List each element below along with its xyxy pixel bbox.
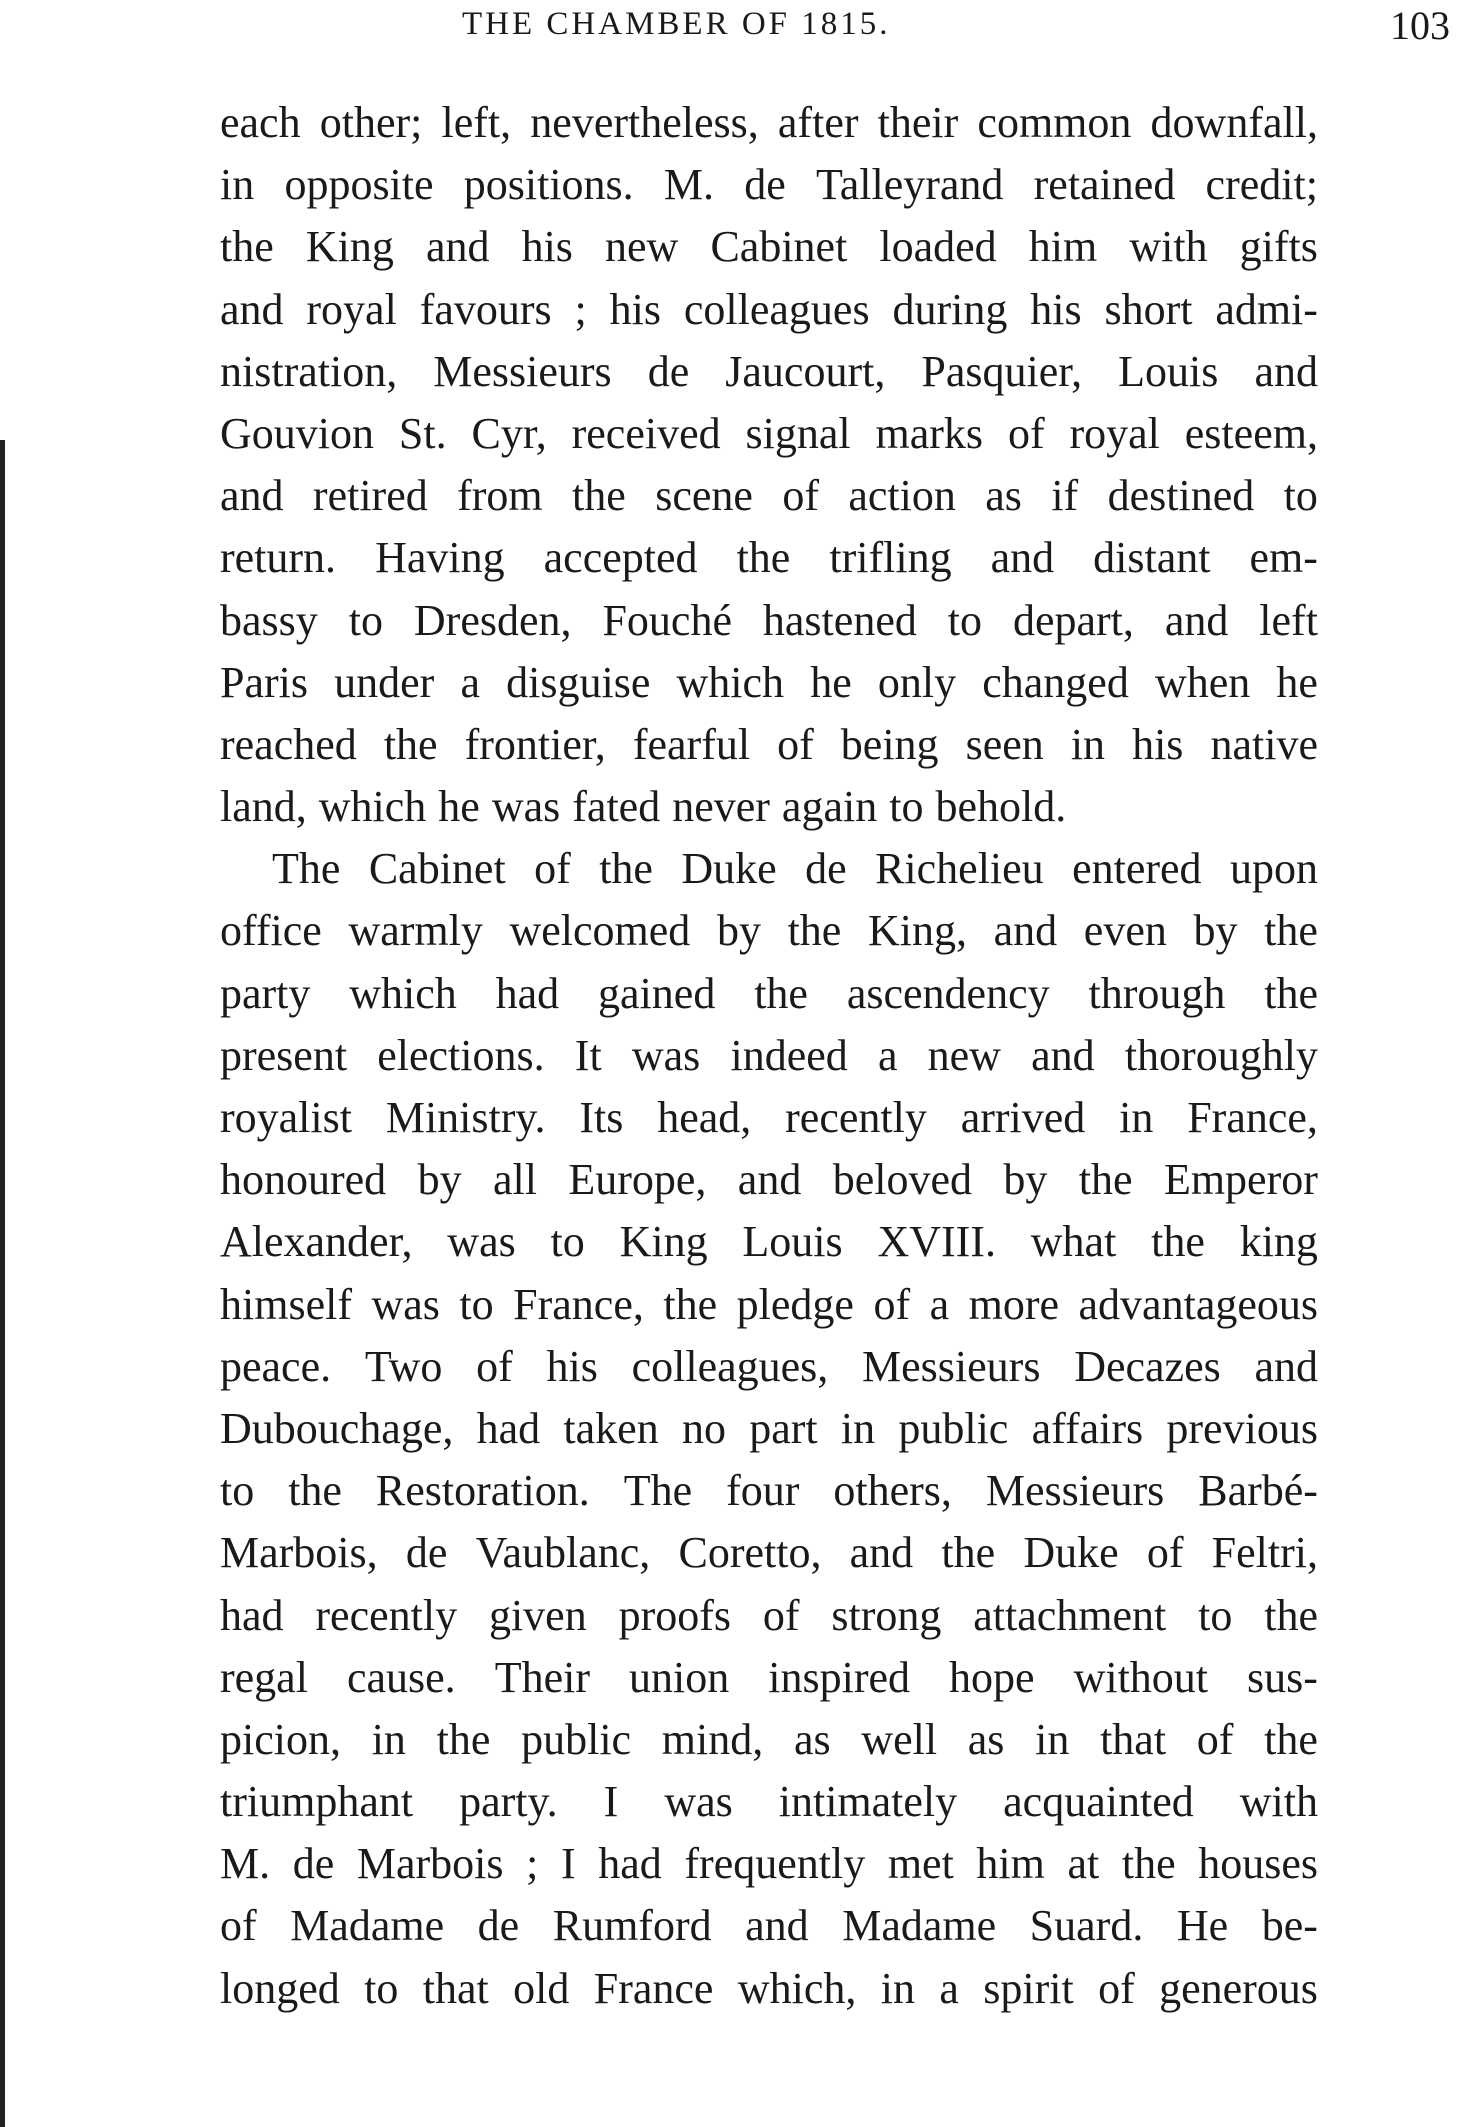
text-line: and royal favours ; his colleagues during his short admi- <box>220 284 1318 334</box>
text-line: of Madame de Rumford and Madame Suard. He be- <box>220 1901 1318 1951</box>
text-line: longed to that old France which, in a spirit of generous <box>220 1963 1318 2013</box>
text-line: Dubouchage, had taken no part in public affairs previous <box>220 1403 1318 1453</box>
paragraph <box>220 92 1318 838</box>
text-line: picion, in the public mind, as well as in that of the <box>220 1714 1318 1764</box>
text-line: return. Having accepted the trifling and distant em- <box>220 533 1318 583</box>
running-title: THE CHAMBER OF 1815. <box>462 6 891 42</box>
text-line: triumphant party. I was intimately acquainted with <box>220 1777 1318 1827</box>
text-line: land, which he was fated never again to behold. <box>220 782 1067 832</box>
text-line: honoured by all Europe, and beloved by the Emperor <box>220 1155 1318 1205</box>
text-line: Gouvion St. Cyr, received signal marks of royal esteem, <box>220 408 1318 458</box>
text-line: to the Restoration. The four others, Messieurs Barbé- <box>220 1466 1318 1516</box>
text-line: peace. Two of his colleagues, Messieurs Decazes and <box>220 1341 1318 1391</box>
page-number: 103 <box>1390 3 1450 48</box>
text-line: Alexander, was to King Louis XVIII. what the king <box>220 1217 1318 1267</box>
page-header <box>0 2 1467 52</box>
text-line: present elections. It was indeed a new and thoroughly <box>220 1030 1318 1080</box>
text-line: the King and his new Cabinet loaded him with gifts <box>220 222 1318 272</box>
text-line: nistration, Messieurs de Jaucourt, Pasquier, Louis and <box>220 346 1318 396</box>
text-line: party which had gained the ascendency through the <box>220 968 1318 1018</box>
paragraph <box>220 838 1318 2020</box>
text-line: Marbois, de Vaublanc, Coretto, and the Duke of Feltri, <box>220 1528 1318 1578</box>
text-line: regal cause. Their union inspired hope without sus- <box>220 1652 1318 1702</box>
text-line: reached the frontier, fearful of being seen in his native <box>220 719 1318 769</box>
text-line: office warmly welcomed by the King, and even by the <box>220 906 1318 956</box>
text-line: M. de Marbois ; I had frequently met him at the houses <box>220 1839 1318 1889</box>
page-edge-shadow <box>0 440 5 2127</box>
text-line: in opposite positions. M. de Talleyrand retained credit; <box>220 160 1318 210</box>
text-line: himself was to France, the pledge of a more advantageous <box>220 1279 1318 1329</box>
text-line: had recently given proofs of strong attachment to the <box>220 1590 1318 1640</box>
text-line: bassy to Dresden, Fouché hastened to depart, and left <box>220 595 1318 645</box>
text-line: Paris under a disguise which he only changed when he <box>220 657 1318 707</box>
text-line: and retired from the scene of action as if destined to <box>220 471 1318 521</box>
text-line: royalist Ministry. Its head, recently arrived in France, <box>220 1093 1318 1142</box>
text-line: The Cabinet of the Duke de Richelieu entered upon <box>272 844 1318 894</box>
text-line: each other; left, nevertheless, after their common downfall, <box>220 98 1318 147</box>
page-body <box>220 92 1318 2020</box>
